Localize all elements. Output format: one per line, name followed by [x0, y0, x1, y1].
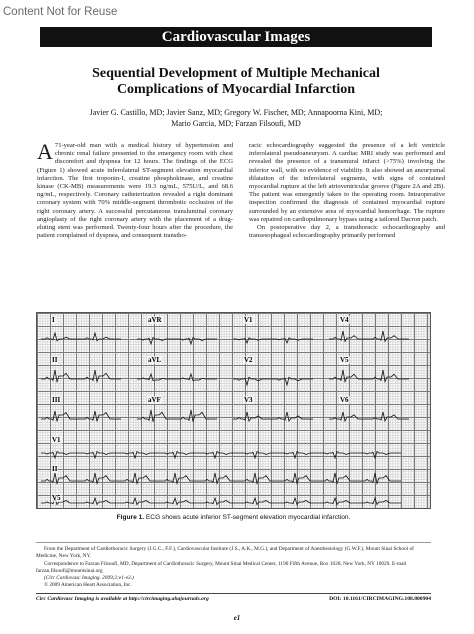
rhythm-label-II: II [52, 465, 58, 473]
journal-divider [36, 593, 431, 594]
rhythm-strip-v1 [41, 452, 401, 459]
rhythm-label-V1: V1 [52, 436, 61, 444]
ecg-trace-r1-c4 [329, 331, 409, 341]
authors-line-1: Javier G. Castillo, MD; Javier Sanz, MD; Gregory W. Fischer, MD; Annapoorna Kini, MD; [89, 108, 383, 117]
ecg-trace-r2-c1 [41, 370, 121, 382]
watermark-text: Content Not for Reuse [3, 6, 118, 18]
lead-label-V3: V3 [244, 396, 253, 404]
footnote-citation: (Circ Cardiovasc Imaging. 2009;2:e1-e3.) [44, 575, 134, 582]
lead-label-V4: V4 [340, 316, 349, 324]
ecg-trace-r2-c2 [137, 374, 217, 381]
ecg-trace-r2-c3 [233, 377, 313, 385]
lead-label-II: II [52, 356, 58, 364]
footnotes [36, 546, 431, 590]
lead-label-aVL: aVL [148, 356, 162, 364]
title-line-2: Complications of Myocardial Infarction [116, 82, 356, 97]
article-title [40, 66, 432, 98]
lead-label-III: III [52, 396, 61, 404]
ecg-figure [36, 312, 431, 509]
rhythm-strip-ii [41, 473, 401, 483]
ecg-trace-r2-c4 [329, 370, 409, 382]
right-column-paragraph-1: racic echocardiography suggested the presence of a left ventricle inferolateral pseudoaneurysm. A cardiac MRI study was performed and revealed the presence of a transmural infarct (>75%) involving the inferior wall, with no evidence of viability. It also showed an aneurysmal dilatation of the inferolateral segments, with signs of contained myocardial rupture at the left atrioventricular groove (Figure 2A and 2B). The patient was emergently taken to the operating room. Intraoperative inspection confirmed the diagnosis of contained myocardial rupture surrounded by an extensive area of myocardial hemorrhage. The rupture was repaired on cardiopulmonary bypass using a tailored Dacron patch. [249, 142, 445, 223]
left-column-text: 71-year-old man with a medical history of hypertension and chronic renal failure presented to the emergency room with chest discomfort and dyspnea for 12 hours. The findings of the ECG (Figure 1) showed acute inferolateral ST-segment elevation myocardial infarction. The first troponin-I, creatine phosphokinase, and creatine kinase (CK-MB) measurements were 19.3 ng/mL, 575U/L, and 68.6 ng/mL, respectively. Coronary catheterization revealed a right dominant coronary system with 70% middle-segment thrombotic occlusion of the right coronary artery. A successful percutaneous transluminal coronary angioplasty of the right coronary artery with the placement of a drug-eluting stent was performed. Twenty-four hours after the procedure, the patient complained of dyspnea, and consequent transtho- [37, 142, 233, 240]
figure-caption [36, 514, 431, 521]
caption-text: ECG shows acute inferior ST-segment elevation myocardial infarction. [144, 514, 351, 521]
rhythm-strip-v5 [41, 498, 401, 505]
journal-doi: DOI: 10.1161/CIRCIMAGING.108.800904 [329, 596, 431, 602]
page-number: e1 [233, 614, 241, 622]
footnote-divider [36, 542, 431, 543]
rhythm-label-V5: V5 [52, 494, 61, 502]
author-list [40, 107, 432, 129]
ecg-trace-r3-c4 [329, 412, 409, 421]
lead-label-I: I [52, 316, 55, 324]
lead-label-V1: V1 [244, 316, 253, 324]
body-column-right [249, 142, 445, 240]
footnote-correspondence: Correspondence to Farzan Filsoufi, MD, Department of Cardiothoracic Surgery, Mount Sinai Medical Center, 1190 Fifth Avenue, Box 1028, New York, NY 10029. E-mail farzan.filsoufi@mountsinai.org [36, 560, 407, 574]
footnote-affiliations: From the Department of Cardiothoracic Surgery (J.G.C., F.F.), Cardiovascular Institute (J.S., A.K., M.G.), and Department of Anesthesiology (G.W.F.), Mount Sinai School of Medicine, New York, NY. [36, 546, 414, 560]
footnote-copyright: © 2009 American Heart Association, Inc. [44, 582, 132, 589]
drop-cap: A [37, 139, 53, 164]
lead-label-V6: V6 [340, 396, 349, 404]
right-column-paragraph-2: On postoperative day 2, a transthoracic echocardiography and transesophageal echocardiography primarily performed [249, 224, 445, 240]
journal-availability: Circ Cardiovasc Imaging is available at http://circimaging.ahajournals.org [36, 596, 209, 602]
caption-label: Figure 1. [116, 514, 145, 521]
lead-label-aVF: aVF [148, 396, 161, 404]
ecg-trace-r3-c3 [233, 412, 313, 421]
section-banner: Cardiovascular Images [40, 27, 432, 47]
journal-info [36, 596, 431, 602]
ecg-trace-r1-c1 [41, 333, 121, 341]
ecg-trace-r1-c3 [233, 338, 313, 343]
authors-line-2: Mario Garcia, MD; Farzan Filsoufi, MD [171, 119, 301, 128]
lead-label-V2: V2 [244, 356, 253, 364]
ecg-trace-r1-c2 [137, 338, 217, 345]
title-line-1: Sequential Development of Multiple Mechanical [92, 66, 380, 81]
ecg-traces [37, 313, 431, 509]
body-column-left [37, 139, 233, 240]
lead-label-aVR: aVR [148, 316, 162, 324]
ecg-trace-r3-c1 [41, 411, 121, 421]
ecg-trace-r3-c2 [137, 410, 217, 422]
lead-label-V5: V5 [340, 356, 349, 364]
